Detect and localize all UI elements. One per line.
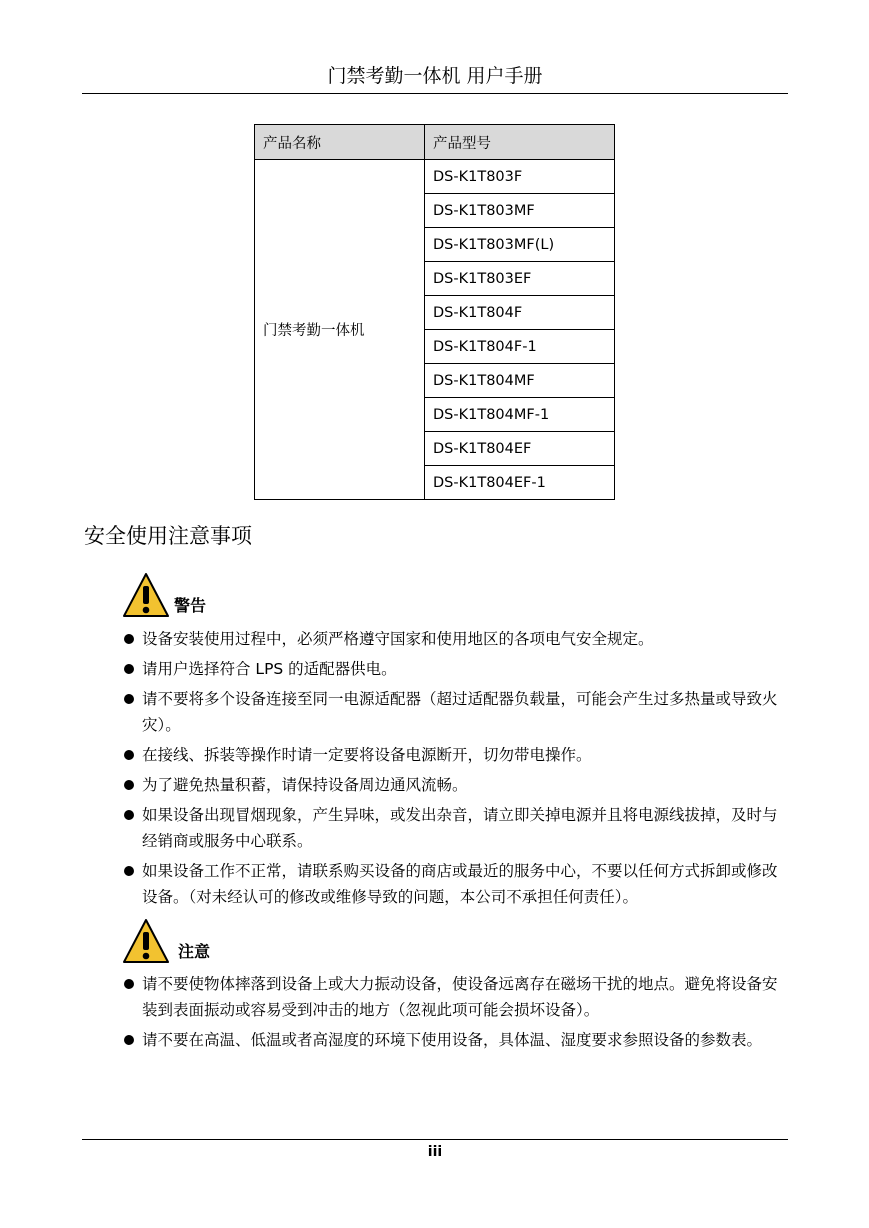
list-item (120, 971, 790, 1023)
column-header-product-model: 产品型号 (425, 125, 615, 160)
bullet-icon (124, 866, 134, 876)
warning-text: 请用户选择符合 LPS 的适配器供电。 (142, 660, 397, 678)
warning-text: 设备安装使用过程中，必须严格遵守国家和使用地区的各项电气安全规定。 (142, 630, 654, 648)
bullet-icon (124, 634, 134, 644)
page-header-title: 门禁考勤一体机 用户手册 (327, 65, 543, 87)
list-item (120, 656, 790, 682)
list-item (120, 686, 790, 738)
bullet-icon (124, 1035, 134, 1045)
list-item (120, 802, 790, 854)
table-header-row (255, 125, 615, 160)
bullet-icon (124, 810, 134, 820)
caution-text: 请不要在高温、低温或者高湿度的环境下使用设备，具体温、湿度要求参照设备的参数表。 (142, 1031, 763, 1049)
bullet-icon (124, 750, 134, 760)
warning-text: 如果设备出现冒烟现象，产生异味，或发出杂音，请立即关掉电源并且将电源线拔掉，及时与经销商或服务中心联系。 (142, 806, 778, 850)
bullet-icon (124, 780, 134, 790)
product-table (254, 124, 615, 500)
caution-label: 注意 (178, 942, 211, 961)
bullet-icon (124, 979, 134, 989)
model-cell: DS-K1T804F-1 (425, 330, 615, 364)
model-cell: DS-K1T803MF(L) (425, 228, 615, 262)
warning-text: 为了避免热量积蓄，请保持设备周边通风流畅。 (142, 776, 468, 794)
list-item (120, 858, 790, 910)
model-cell: DS-K1T804EF (425, 432, 615, 466)
section-title: 安全使用注意事项 (84, 524, 252, 548)
model-cell: DS-K1T803EF (425, 262, 615, 296)
list-item (120, 742, 790, 768)
warning-triangle-icon (122, 572, 170, 618)
warning-triangle-icon (122, 918, 170, 964)
model-cell: DS-K1T803MF (425, 194, 615, 228)
page-number: iii (427, 1144, 443, 1160)
list-item (120, 1027, 790, 1053)
model-cell: DS-K1T804MF (425, 364, 615, 398)
model-cell: DS-K1T804MF-1 (425, 398, 615, 432)
list-item (120, 626, 790, 652)
footer-divider (82, 1139, 788, 1140)
caution-text: 请不要使物体摔落到设备上或大力振动设备，使设备远离存在磁场干扰的地点。避免将设备安装到表面振动或容易受到冲击的地方（忽视此项可能会损坏设备）。 (142, 975, 778, 1019)
bullet-icon (124, 694, 134, 704)
caution-list (120, 971, 790, 1057)
header-divider (82, 93, 788, 94)
warning-label: 警告 (174, 596, 207, 615)
model-cell: DS-K1T803F (425, 160, 615, 194)
table-row (255, 160, 615, 194)
product-name-cell: 门禁考勤一体机 (255, 160, 425, 500)
warning-list (120, 626, 790, 914)
warning-text: 在接线、拆装等操作时请一定要将设备电源断开，切勿带电操作。 (142, 746, 592, 764)
caution-heading (122, 918, 322, 964)
list-item (120, 772, 790, 798)
model-cell: DS-K1T804F (425, 296, 615, 330)
model-cell: DS-K1T804EF-1 (425, 466, 615, 500)
warning-heading (122, 572, 322, 618)
column-header-product-name: 产品名称 (255, 125, 425, 160)
bullet-icon (124, 664, 134, 674)
warning-text: 如果设备工作不正常，请联系购买设备的商店或最近的服务中心，不要以任何方式拆卸或修改设备。（对未经认可的修改或维修导致的问题，本公司不承担任何责任）。 (142, 862, 778, 906)
warning-text: 请不要将多个设备连接至同一电源适配器（超过适配器负载量，可能会产生过多热量或导致火灾）。 (142, 690, 778, 734)
